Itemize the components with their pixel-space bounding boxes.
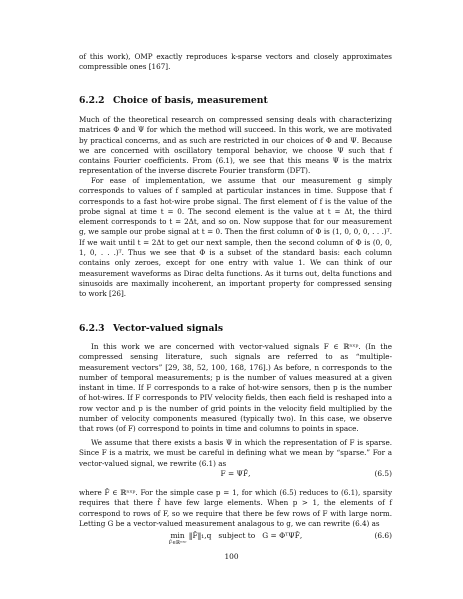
min-label: min — [170, 531, 185, 540]
equation-number: (6.5) — [374, 469, 392, 478]
min-operator — [169, 531, 187, 546]
equation-number: (6.6) — [374, 531, 392, 540]
paragraph-basis-2: For ease of implementation, we assume that our measurement g simply corresponds to values of f sampled at particular instances in time. Suppose that f corresponds to a fast hot-wire probe signal. The first element of f is the value of the probe signal at time t = 0. The second element is the value at t = Δt, the third element corresponds to t = 2Δt, and so on. Now suppose that for our measurement g, we sample our probe signal at t = 0. Then the first column of Φ is (1, 0, 0, 0, . . .)ᵀ. If we wait until t = 2Δt to get our next sample, then the second column of Φ is (0, 0, 1, 0, . . .)ᵀ. Thus we see that Φ is a subset of the standard basis: each column contains only zeroes, except for one entry with value 1. We can think of our measurement waveforms as Dirac delta functions. As it turns out, delta functions and sinusoids are maximally incoherent, an important property for compressed sensing to work [26]. — [79, 176, 392, 299]
paragraph-vector-1: In this work we are concerned with vector-valued signals F ∈ ℝⁿˣᵖ. (In the compressed sensing literature, such signals are referred to as “multiple-measurement vectors” [29, 38, 52, 100, 168, 176].) As before, n corresponds to the number of temporal measurements; p is the number of values measured at a given instant in time. If F corresponds to a rake of hot-wire sensors, then p is the number of hot-wires. If F corresponds to PIV velocity fields, then each field is reshaped into a row vector and p is the number of grid points in the velocity field multiplied by the number of velocity components measured (typically two). In this case, we observe that rows (of F) correspond to points in time and columns to points in space. — [79, 342, 392, 434]
section-title: Vector-valued signals — [113, 323, 224, 334]
equation-6-5 — [79, 469, 392, 481]
constraint: G = ΦᵀΨF̂, — [262, 531, 303, 540]
equation-body: F = ΨF̂, — [220, 469, 251, 478]
paragraph-basis-1: Much of the theoretical research on compressed sensing deals with characterizing matrices Φ and Ψ for which the method will succeed. In this work, we are motivated by practical concerns, and as such are restricted in our choices of Φ and Ψ. Because we are concerned with oscillatory temporal behavior, we choose Ψ such that f contains Fourier coefficients. From (6.1), we see that this means Ψ is the matrix representation of the inverse discrete Fourier transform (DFT). — [79, 115, 392, 176]
subject-to: subject to — [218, 531, 256, 540]
section-heading-choice-of-basis — [79, 95, 268, 106]
section-number: 6.2.2 — [79, 95, 105, 106]
equation-6-6 — [79, 531, 392, 547]
section-heading-vector-valued — [79, 323, 223, 334]
equation-body — [79, 531, 392, 546]
paragraph-vector-2: We assume that there exists a basis Ψ in which the representation of F is sparse. Since F is a matrix, we must be careful in defining what we mean by “sparse.” For a vector-valued signal, we rewrite (6.1) as — [79, 438, 392, 468]
paragraph-vector-3: where F̂ ∈ ℝⁿˣᵖ. For the simple case p = 1, for which (6.5) reduces to (6.1), sparsity requires that there f̂ have few large elements. When p > 1, the elements of f correspond to rows of F, so we require that there be few rows of F with large norm. Letting G be a vector-valued measurement analagous to g, we can rewrite (6.4) as — [79, 488, 392, 528]
paragraph-continued: of this work), OMP exactly reproduces k-sparse vectors and closely approximates compressible ones [167]. — [79, 52, 392, 72]
page-number: 100 — [224, 552, 239, 561]
objective: ‖F̂‖₁,q — [188, 531, 212, 540]
min-subscript: F̂∈ℝⁿˣᵖ — [168, 540, 187, 546]
section-number: 6.2.3 — [79, 323, 105, 334]
section-title: Choice of basis, measurement — [113, 95, 268, 106]
